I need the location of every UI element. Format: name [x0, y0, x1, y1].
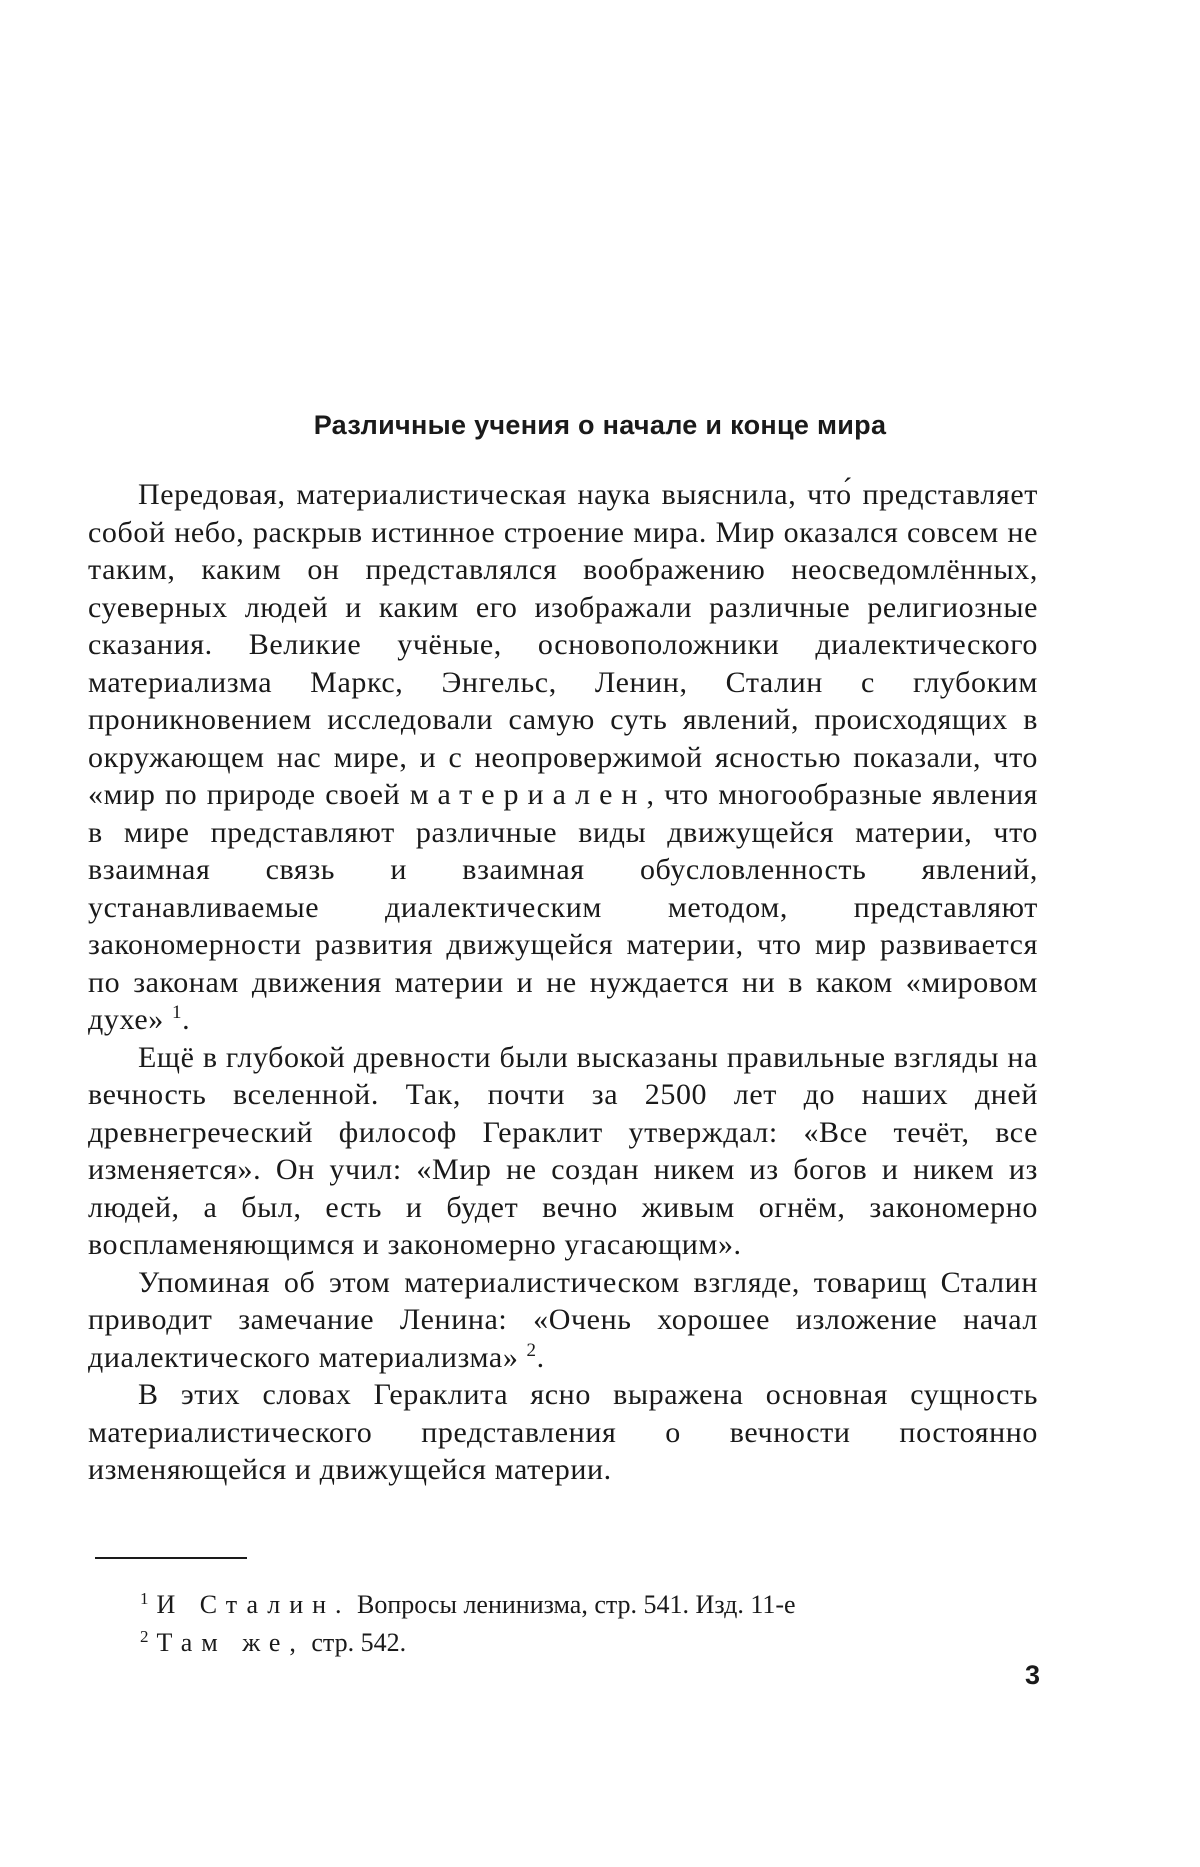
footnotes [140, 1586, 796, 1662]
paragraph-1-continuation: , что многообразные явления в мире представляют различные виды движущейся материи, что взаимная связь и взаимная обусловленность явлений, устанавливаемые диалектическим методом, представляют закономерности развития движущейся материи, что мир развивается по законам движения материи и не нуждается ни в каком «мировом духе» [88, 778, 1039, 1036]
footnote-text: стр. 542. [311, 1628, 407, 1657]
paragraph-3 [88, 1264, 1038, 1377]
page-number: 3 [1025, 1660, 1041, 1690]
footnote-author: Там же, [156, 1628, 305, 1657]
paragraph-1-end: . [182, 1003, 191, 1036]
main-text [88, 476, 1038, 1489]
footnote-ref-1: 1 [171, 1002, 183, 1023]
footnote-ref-2: 2 [526, 1339, 537, 1361]
paragraph-3-end: . [536, 1340, 545, 1374]
paragraph-1 [88, 476, 1038, 1039]
footnote-2 [140, 1624, 796, 1662]
footnote-divider [95, 1557, 247, 1559]
paragraph-4: В этих словах Гераклита ясно выражена основная сущность материалистического представления о вечности постоянно изменяющейся и движущейся материи. [88, 1378, 1038, 1486]
paragraph-3-text: Упоминая об этом материалистическом взгляде, товарищ Сталин приводит замечание Ленина: «Очень хорошее изложение начал диалектического материализма» [88, 1265, 1038, 1374]
footnote-marker: 1 [140, 1589, 149, 1608]
emphasized-word: материален [409, 778, 647, 811]
paragraph-1-text: Передовая, материалистическая наука выяснила, что́ представляет собой небо, раскрыв истинное строение мира. Мир оказался совсем не таким, каким он представлялся воображению неосведомлённых, суеверных людей и каким его изображали различные религиозные сказания. Великие учёные, основоположники диалектического материализма Маркс, Энгельс, Ленин, Сталин с глубоким проникновением исследовали самую суть явлений, происходящих в окружающем нас мире, и с неопровержимой ясностью показали, что «мир по природе своей [88, 478, 1038, 811]
footnote-author: И Сталин. [156, 1590, 351, 1619]
footnote-marker: 2 [140, 1627, 149, 1646]
footnote-text: Вопросы ленинизма, стр. 541. Изд. 11-е [357, 1590, 796, 1619]
paragraph-2: Ещё в глубокой древности были высказаны правильные взгляды на вечность вселенной. Так, почти за 2500 лет до наших дней древнегреческий философ Гераклит утверждал: «Все течёт, все изменяется». Он учил: «Мир не создан никем из богов и никем из людей, а был, есть и будет вечно живым огнём, закономерно воспламеняющимся и закономерно угасающим». [88, 1040, 1038, 1261]
footnote-1 [140, 1586, 796, 1624]
section-heading: Различные учения о начале и конце мира [313, 410, 887, 440]
